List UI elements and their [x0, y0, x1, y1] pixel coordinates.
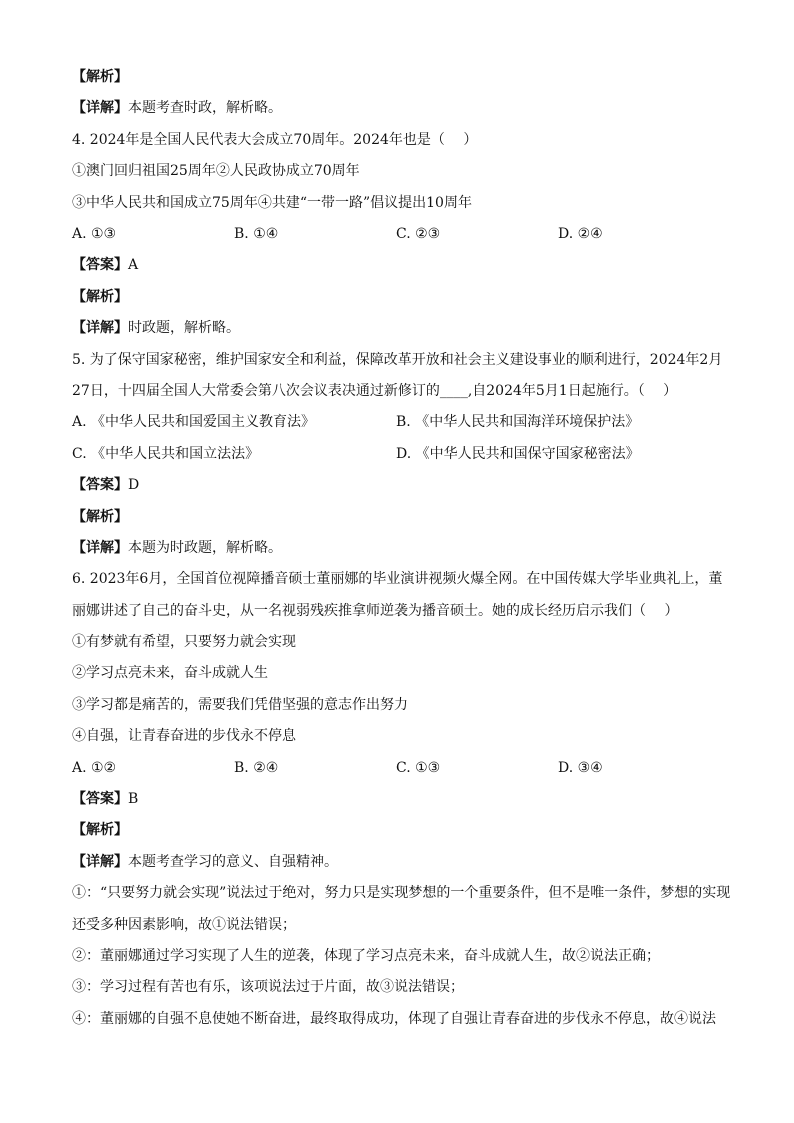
option-item: B. 《中华人民共和国海洋环境保护法》 [396, 414, 640, 431]
option-item: A. ①③ [72, 225, 117, 242]
section-text: 本题考查学习的意义、自强精神。 [128, 853, 338, 870]
option-item: B. ①④ [234, 225, 279, 242]
option-item: A. ①② [72, 759, 117, 776]
section-label: 【答案】 [72, 477, 128, 494]
options-row [72, 439, 732, 470]
section-label: 【答案】 [72, 791, 128, 808]
section-text: 本题考查时政，解析略。 [128, 100, 282, 117]
section-label: 【详解】 [72, 100, 128, 117]
section-text: D [128, 477, 140, 494]
section-label: 【详解】 [72, 320, 128, 337]
section-text: 本题为时政题，解析略。 [128, 539, 282, 556]
text-line: ①澳门回归祖国25周年②人民政协成立70周年 [72, 163, 360, 180]
section-label: 【答案】 [72, 257, 128, 274]
answer-line [72, 470, 732, 501]
option-item: C. ①③ [396, 759, 441, 776]
text-line: ③：学习过程有苦也有乐，该项说法过于片面，故③说法错误； [72, 979, 464, 996]
option-item: D. ③④ [558, 759, 603, 776]
text-line: ③中华人民共和国成立75周年④共建“一带一路”倡议提出10周年 [72, 194, 472, 211]
section-label: 【详解】 [72, 853, 128, 870]
text-line: ②学习点亮未来，奋斗成就人生 [72, 665, 268, 682]
section-text: B [128, 791, 139, 808]
option-item: B. ②④ [234, 759, 279, 776]
text-line: ④自强，让青春奋进的步伐永不停息 [72, 728, 296, 745]
text-line: ③学习都是痛苦的，需要我们凭借坚强的意志作出努力 [72, 696, 408, 713]
option-item: D. ②④ [558, 225, 603, 242]
detail-line [72, 847, 732, 878]
text-line: 5. 为了保守国家秘密，维护国家安全和利益，保障改革开放和社会主义建设事业的顺利进行，2024年2月27日，十四届全国人大常委会第八次会议表决通过新修订的____,自2024年5月1日起施行。（ ） [72, 351, 723, 399]
analysis-heading: 【解析】 [72, 69, 128, 85]
text-line: ②：董丽娜通过学习实现了人生的逆袭，体现了学习点亮未来，奋斗成就人生，故②说法正确； [72, 948, 660, 965]
option-item: C. ②③ [396, 225, 441, 242]
text-line: ①有梦就有希望，只要努力就会实现 [72, 634, 296, 651]
options-row [72, 219, 732, 250]
detail-line [72, 93, 732, 124]
text-line: ①：“只要努力就会实现”说法过于绝对，努力只是实现梦想的一个重要条件，但不是唯一条件，梦想的实现还受多种因素影响，故①说法错误； [72, 885, 731, 933]
detail-line [72, 313, 732, 344]
answer-line [72, 784, 732, 815]
text-line: 6. 2023年6月，全国首位视障播音硕士董丽娜的毕业演讲视频火爆全网。在中国传媒大学毕业典礼上，董丽娜讲述了自己的奋斗史，从一名视弱残疾推拿师逆袭为播音硕士。她的成长经历启示我们（ ） [72, 571, 723, 619]
options-row [72, 407, 732, 438]
document-page [72, 62, 732, 1035]
detail-line [72, 533, 732, 564]
option-item: C. 《中华人民共和国立法法》 [72, 445, 260, 462]
section-text: A [128, 257, 139, 274]
analysis-heading: 【解析】 [72, 508, 128, 525]
text-line: 4. 2024年是全国人民代表大会成立70周年。2024年也是（ ） [72, 131, 478, 148]
section-text: 时政题，解析略。 [128, 320, 240, 337]
text-line: ④：董丽娜的自强不息使她不断奋进，最终取得成功，体现了自强让青春奋进的步伐永不停息，故④说法 [72, 1010, 716, 1027]
option-item: A. 《中华人民共和国爱国主义教育法》 [72, 414, 316, 431]
analysis-heading: 【解析】 [72, 288, 128, 305]
section-label: 【详解】 [72, 539, 128, 556]
analysis-heading: 【解析】 [72, 822, 128, 839]
answer-line [72, 250, 732, 281]
option-item: D. 《中华人民共和国保守国家秘密法》 [396, 445, 640, 462]
options-row [72, 753, 732, 784]
